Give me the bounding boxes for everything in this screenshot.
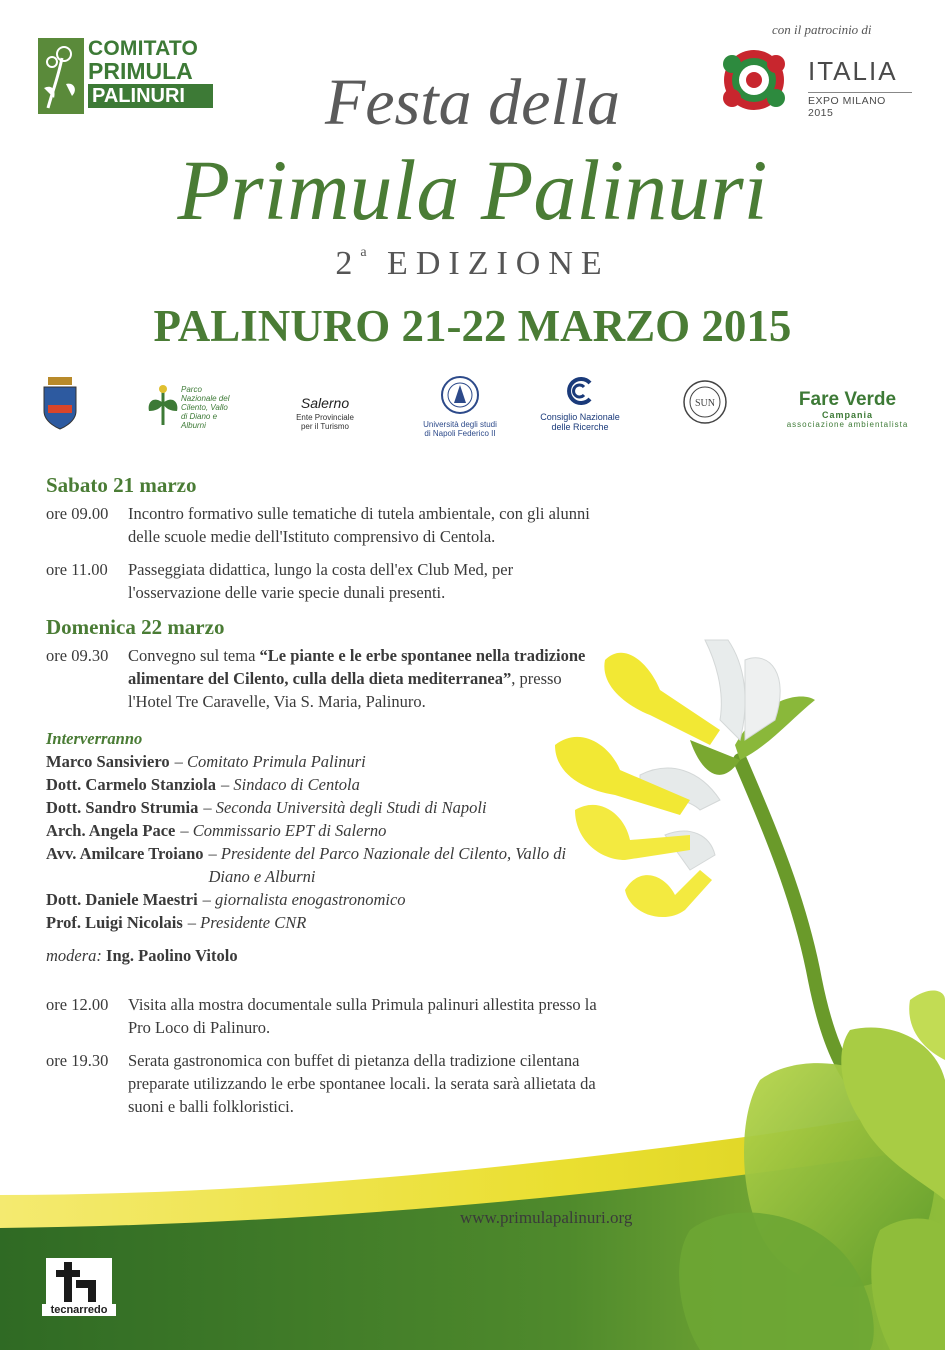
speaker: [46, 750, 606, 773]
unina-seal-icon: [440, 375, 480, 415]
tecnarredo-logo: [42, 1258, 116, 1320]
edition-number: 2: [335, 245, 361, 282]
event-row: [46, 1049, 606, 1118]
edition-superscript: a: [360, 245, 371, 260]
event-text-pre: Convegno sul tema: [128, 646, 260, 665]
moderator-name: Ing. Paolino Vitolo: [106, 946, 238, 965]
speaker-role: – Sindaco di Centola: [221, 775, 360, 794]
sun-seal-icon: [682, 379, 728, 425]
event-theme: “Le piante e le erbe spontanee nella tradizione alimentare del Cilento, culla della dieta mediterranea”: [128, 646, 586, 688]
event-time: ore 11.00: [46, 560, 108, 579]
comitato-line2: PRIMULA: [88, 58, 193, 84]
speakers-list: [46, 750, 606, 934]
event-row: [46, 502, 606, 548]
sun-label: SUN: [694, 398, 716, 409]
cnr-logo: [535, 375, 625, 437]
speaker-name: Dott. Sandro Strumia: [46, 798, 199, 817]
moderator-label: modera:: [46, 946, 102, 965]
parco-leaf-icon: [145, 381, 181, 427]
event-time: ore 09.00: [46, 504, 109, 523]
speaker-name: Marco Sansiviero: [46, 752, 170, 771]
parco-label: Parco Nazionale del Cilento, Vallo di Diano e Alburni: [181, 385, 230, 430]
comitato-line3: PALINURI: [88, 84, 213, 108]
parco-nazionale-logo: [145, 375, 230, 437]
speaker-name: Arch. Angela Pace: [46, 821, 176, 840]
fare-verde-label: Fare Verde: [798, 389, 897, 410]
fare-verde-region: Campania: [821, 410, 873, 420]
program: [46, 472, 606, 1128]
event-row: [46, 993, 606, 1039]
cnr-spiral-icon: [564, 375, 596, 407]
fare-verde-logo: [785, 375, 910, 437]
tecnarredo-label: tecnarredo: [42, 1304, 116, 1316]
comitato-line1: COMITATO: [88, 37, 199, 60]
speaker-role: – Commissario EPT di Salerno: [180, 821, 387, 840]
edition: [0, 245, 945, 283]
event-text: Serata gastronomica con buffet di pietanza della tradizione cilentana preparate utilizzando le erbe spontanee locali. la serata sarà allietata da suoni e balli folkloristici.: [128, 1051, 596, 1116]
speaker-name: Dott. Carmelo Stanziola: [46, 775, 217, 794]
speaker-name: Dott. Daniele Maestri: [46, 890, 198, 909]
salerno-logo: [275, 375, 375, 437]
salerno-sub: Ente Provinciale per il Turismo: [296, 413, 354, 431]
event-time: ore 19.30: [46, 1051, 109, 1070]
day2-title: Domenica 22 marzo: [46, 615, 225, 639]
speaker-role: – giornalista enogastronomico: [202, 890, 406, 909]
cnr-label: Consiglio Nazionale delle Ricerche: [540, 412, 620, 432]
edition-word: EDIZIONE: [387, 245, 610, 282]
flower-stem: [740, 760, 860, 1090]
fare-verde-sub: associazione ambientalista: [786, 420, 909, 429]
speaker-name: Avv. Amilcare Troiano: [46, 844, 204, 863]
event-text: Passeggiata didattica, lungo la costa dell'ex Club Med, per l'osservazione delle varie specie dunali presenti.: [128, 560, 514, 602]
sun-logo: [675, 375, 735, 437]
event-text: Incontro formativo sulle tematiche di tutela ambientale, con gli alunni delle scuole medie dell'Istituto comprensivo di Centola.: [128, 504, 590, 546]
speakers-title: Interverranno: [46, 729, 143, 748]
speaker-role: – Presidente CNR: [187, 913, 307, 932]
patronage-label: con il patrocinio di: [772, 22, 872, 37]
event-dates: PALINURO 21-22 MARZO 2015: [153, 301, 792, 351]
event-text: Visita alla mostra documentale sulla Primula palinuri allestita presso la Pro Loco di Palinuro.: [128, 995, 597, 1037]
tecnarredo-icon: [46, 1258, 112, 1308]
moderator: [46, 944, 606, 967]
speaker: [46, 796, 606, 819]
event-text-post: , presso l'Hotel Tre Caravelle, Via S. Maria, Palinuro.: [128, 669, 562, 711]
unina-label: Università degli studi di Napoli Federico II: [423, 420, 497, 438]
event-text: [128, 644, 606, 713]
unina-logo: [420, 375, 500, 437]
speaker: [46, 888, 606, 911]
speaker: [46, 819, 606, 842]
italia-label: ITALIA: [808, 56, 898, 86]
event-time: ore 12.00: [46, 995, 109, 1014]
yellow-flower: [604, 653, 720, 745]
expo-label: EXPO MILANO 2015: [808, 92, 912, 119]
salerno-label: Salerno: [300, 395, 350, 411]
speaker-role: – Comitato Primula Palinuri: [174, 752, 366, 771]
speaker: [46, 911, 606, 934]
website-link[interactable]: www.primulapalinuri.org: [460, 1208, 633, 1227]
speaker-role: – Presidente del Parco Nazionale del Cilento, Vallo di Diano e Alburni: [208, 844, 567, 886]
event-time: ore 09.30: [46, 646, 109, 665]
event-row: [46, 558, 606, 604]
comune-crest-logo: [40, 375, 80, 437]
speaker: [46, 842, 606, 888]
speaker-name: Prof. Luigi Nicolais: [46, 913, 183, 932]
speaker-role: – Seconda Università degli Studi di Napoli: [203, 798, 487, 817]
day1-title: Sabato 21 marzo: [46, 473, 197, 497]
event-row: [46, 644, 606, 713]
title-line2: Primula Palinuri: [177, 142, 768, 238]
sponsor-logos: [30, 375, 920, 440]
title-line1: Festa della: [324, 66, 621, 139]
speaker: [46, 773, 606, 796]
